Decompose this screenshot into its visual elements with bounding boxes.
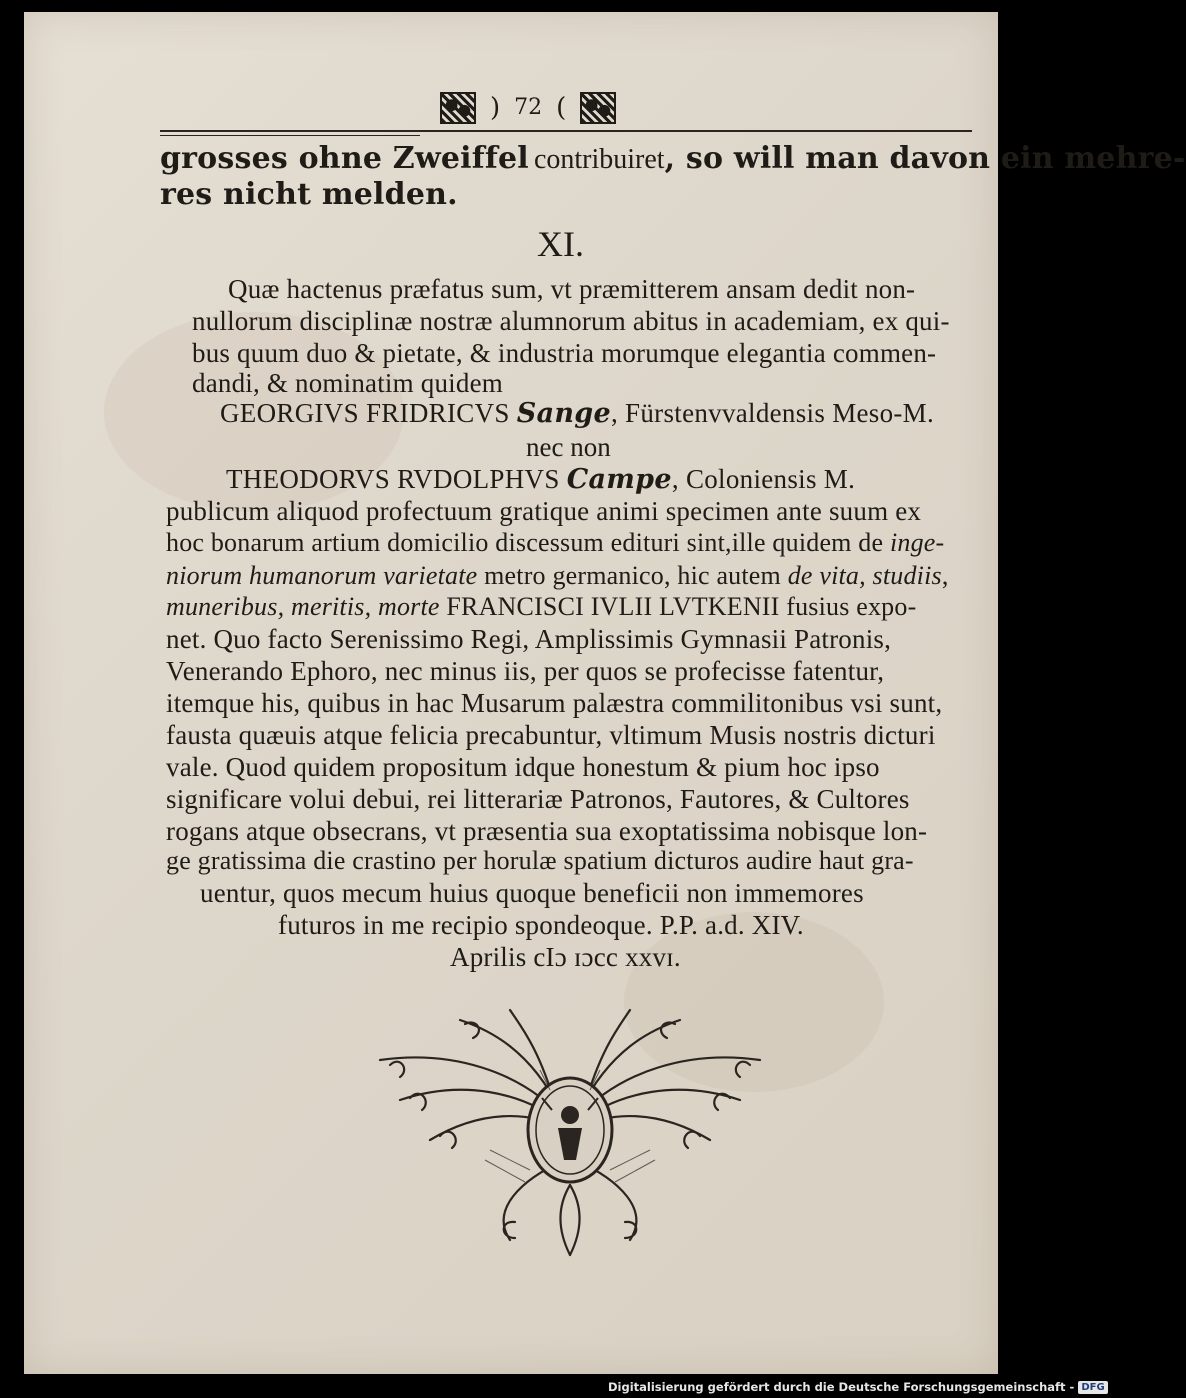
student-origin: , Coloniensis M. xyxy=(671,464,856,494)
ornament-block-icon xyxy=(440,92,476,124)
body-line: Venerando Ephoro, nec minus iis, per quos se profecisse fatentur, xyxy=(166,656,885,686)
student-origin: , Fürstenvvaldensis Meso-M. xyxy=(610,398,935,428)
body-line: vale. Quod quidem propositum idque honestum & pium hoc ipso xyxy=(166,752,880,782)
body-line: futuros in me recipio spondeoque. P.P. a.d. XIV. xyxy=(278,910,804,940)
intro-line-2: res nicht melden. xyxy=(160,177,458,212)
footer-text: Digitalisierung gefördert durch die Deutsche Forschungsgemeinschaft - xyxy=(608,1380,1075,1394)
intro-fraktur-text: , so will man davon ein mehre- xyxy=(664,141,1186,176)
student-surname-fraktur: Sange xyxy=(516,398,611,429)
body-line: fausta quæuis atque felicia precabuntur, vltimum Musis nostris dicturi xyxy=(166,720,936,750)
intro-fraktur-text: grosses ohne Zweiffel xyxy=(160,141,529,176)
student-name-1 xyxy=(220,400,934,427)
body-line: net. Quo facto Serenissimo Regi, Amplissimis Gymnasii Patronis, xyxy=(166,624,892,654)
body-italic: de vita, studiis xyxy=(787,561,942,590)
body-line: itemque his, quibus in hac Musarum palæstra commilitonibus vsi sunt, xyxy=(166,688,943,718)
body-line: nullorum disciplinæ nostræ alumnorum abitus in academiam, ex qui- xyxy=(192,306,950,336)
body-text: FRANCISCI IVLII LVTKENII fusius expo- xyxy=(446,592,917,621)
header-left-bracket: ) xyxy=(490,93,501,123)
student-name-2 xyxy=(226,466,855,493)
page-number: 72 xyxy=(514,95,543,120)
intro-line-1 xyxy=(160,141,1186,176)
body-line: bus quum duo & pietate, & industria morumque elegantia commen- xyxy=(192,338,937,368)
ornament-block-icon xyxy=(580,92,616,124)
body-line xyxy=(166,563,949,589)
student-surname-fraktur: Campe xyxy=(566,464,672,495)
body-text: metro germanico, hic autem xyxy=(484,561,781,590)
body-line xyxy=(166,530,944,556)
body-line xyxy=(166,594,916,620)
body-line: uentur, quos mecum huius quoque beneficii non immemores xyxy=(200,878,864,908)
body-line: ge gratissima die crastino per horulæ spatium dicturos audire haut gra- xyxy=(166,846,914,875)
body-line: publicum aliquod profectuum gratique animi specimen ante suum ex xyxy=(166,496,922,526)
body-line: Quæ hactenus præfatus sum, vt præmitterem ansam dedit non- xyxy=(228,274,916,304)
body-text: hoc bonarum artium domicilio discessum edituri sint,ille quidem de xyxy=(166,528,884,557)
date-line: Aprilis cIɔ ɪɔcc xxvɪ. xyxy=(450,942,681,972)
page-header xyxy=(440,92,616,124)
body-italic: niorum humanorum varietate xyxy=(166,561,478,590)
section-numeral: XI. xyxy=(537,224,584,264)
student-name-roman: GEORGIVS FRIDRICVS xyxy=(220,398,510,428)
body-line: significare volui debui, rei litterariæ Patronos, Fautores, & Cultores xyxy=(166,784,910,814)
header-right-bracket: ( xyxy=(556,93,567,123)
nec-non: nec non xyxy=(526,432,611,462)
header-rule xyxy=(160,130,972,132)
intro-roman-text: contribuiret xyxy=(533,144,665,175)
digitization-footer xyxy=(608,1380,1108,1394)
woodcut-ornament-icon xyxy=(370,1010,770,1260)
body-line: dandi, & nominatim quidem xyxy=(192,368,503,398)
body-italic: inge- xyxy=(889,528,945,557)
student-name-roman: THEODORVS RVDOLPHVS xyxy=(226,464,560,494)
header-rule-secondary xyxy=(160,135,420,136)
body-line: rogans atque obsecrans, vt præsentia sua exoptatissima nobisque lon- xyxy=(166,816,928,846)
body-text: , xyxy=(941,561,949,590)
dfg-logo-icon: DFG xyxy=(1078,1381,1107,1394)
body-italic: muneribus, meritis, morte xyxy=(166,592,440,621)
